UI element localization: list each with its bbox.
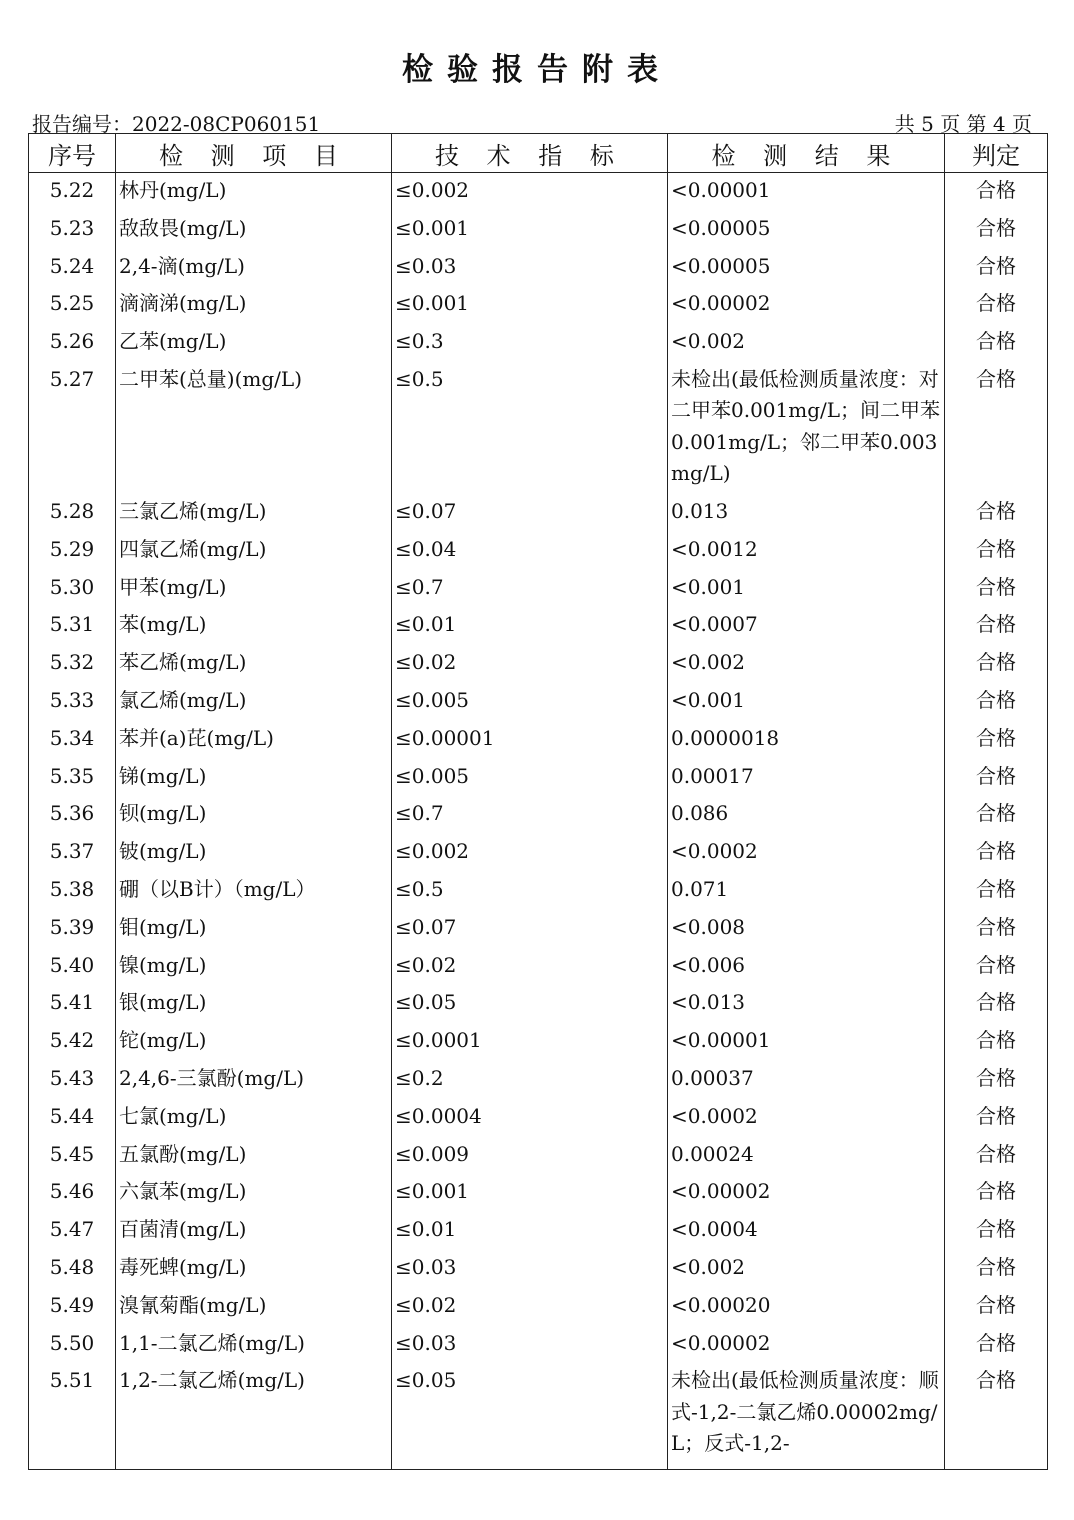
technical-limit: ≤0.002 [392,173,668,211]
technical-limit: ≤0.001 [392,1174,668,1212]
table-row [29,1326,1048,1364]
test-item: 铊(mg/L) [116,1023,392,1061]
table-row [29,1137,1048,1175]
table-row [29,1212,1048,1250]
test-item: 三氯乙烯(mg/L) [116,494,392,532]
technical-limit: ≤0.02 [392,645,668,683]
table-header-row [29,134,1048,173]
table-row [29,683,1048,721]
test-item: 1,1-二氯乙烯(mg/L) [116,1326,392,1364]
test-result: <0.002 [668,324,945,362]
verdict: 合格 [945,1099,1048,1137]
test-item: 钡(mg/L) [116,796,392,834]
technical-limit: ≤0.02 [392,1288,668,1326]
row-number: 5.45 [29,1137,116,1175]
verdict: 合格 [945,683,1048,721]
row-number: 5.46 [29,1174,116,1212]
technical-limit: ≤0.0004 [392,1099,668,1137]
row-number: 5.40 [29,948,116,986]
technical-limit: ≤0.009 [392,1137,668,1175]
verdict: 合格 [945,1061,1048,1099]
test-item: 四氯乙烯(mg/L) [116,532,392,570]
column-header-verdict: 判定 [945,134,1048,173]
technical-limit: ≤0.002 [392,834,668,872]
row-number: 5.32 [29,645,116,683]
test-result: <0.00002 [668,1174,945,1212]
row-number: 5.22 [29,173,116,211]
table-row [29,570,1048,608]
row-number: 5.33 [29,683,116,721]
test-result: 0.013 [668,494,945,532]
row-number: 5.44 [29,1099,116,1137]
technical-limit: ≤0.05 [392,985,668,1023]
test-item: 五氯酚(mg/L) [116,1137,392,1175]
test-item: 铍(mg/L) [116,834,392,872]
test-item: 苯并(a)芘(mg/L) [116,721,392,759]
table-row [29,1288,1048,1326]
report-title: 检验报告附表 [402,52,672,88]
test-item: 甲苯(mg/L) [116,570,392,608]
test-result: 0.00024 [668,1137,945,1175]
test-item: 银(mg/L) [116,985,392,1023]
verdict: 合格 [945,759,1048,797]
verdict: 合格 [945,1174,1048,1212]
verdict: 合格 [945,532,1048,570]
row-number: 5.41 [29,985,116,1023]
row-number: 5.24 [29,249,116,287]
technical-limit: ≤0.03 [392,1326,668,1364]
test-item: 乙苯(mg/L) [116,324,392,362]
technical-limit: ≤0.005 [392,683,668,721]
test-result: 0.071 [668,872,945,910]
table-row [29,1023,1048,1061]
row-number: 5.35 [29,759,116,797]
table-row [29,796,1048,834]
row-number: 5.39 [29,910,116,948]
verdict: 合格 [945,985,1048,1023]
test-item: 2,4,6-三氯酚(mg/L) [116,1061,392,1099]
row-number: 5.27 [29,362,116,494]
test-item: 敌敌畏(mg/L) [116,211,392,249]
table-row [29,324,1048,362]
verdict: 合格 [945,211,1048,249]
row-number: 5.51 [29,1363,116,1470]
verdict: 合格 [945,834,1048,872]
technical-limit: ≤0.03 [392,249,668,287]
test-result: <0.0004 [668,1212,945,1250]
test-item: 百菌清(mg/L) [116,1212,392,1250]
column-header-limit: 技 术 指 标 [392,134,668,173]
table-row [29,721,1048,759]
technical-limit: ≤0.04 [392,532,668,570]
test-item: 苯(mg/L) [116,607,392,645]
verdict: 合格 [945,721,1048,759]
column-header-result: 检 测 结 果 [668,134,945,173]
test-result: <0.00002 [668,286,945,324]
verdict: 合格 [945,1288,1048,1326]
test-item: 2,4-滴(mg/L) [116,249,392,287]
verdict: 合格 [945,249,1048,287]
test-item: 钼(mg/L) [116,910,392,948]
technical-limit: ≤0.2 [392,1061,668,1099]
technical-limit: ≤0.5 [392,362,668,494]
verdict: 合格 [945,1023,1048,1061]
table-row [29,494,1048,532]
row-number: 5.29 [29,532,116,570]
test-result: <0.00001 [668,1023,945,1061]
technical-limit: ≤0.0001 [392,1023,668,1061]
test-result: <0.013 [668,985,945,1023]
test-result: <0.0007 [668,607,945,645]
column-header-no: 序号 [29,134,116,173]
technical-limit: ≤0.00001 [392,721,668,759]
test-result: <0.001 [668,683,945,721]
test-item: 苯乙烯(mg/L) [116,645,392,683]
verdict: 合格 [945,286,1048,324]
table-row [29,645,1048,683]
test-result: <0.001 [668,570,945,608]
verdict: 合格 [945,645,1048,683]
row-number: 5.38 [29,872,116,910]
row-number: 5.48 [29,1250,116,1288]
test-result: <0.0002 [668,1099,945,1137]
test-item: 毒死蜱(mg/L) [116,1250,392,1288]
test-result: 未检出(最低检测质量浓度：对二甲苯0.001mg/L；间二甲苯0.001mg/L；邻二甲苯0.003mg/L) [668,362,945,494]
test-item: 氯乙烯(mg/L) [116,683,392,721]
row-number: 5.37 [29,834,116,872]
test-result: <0.008 [668,910,945,948]
table-row [29,759,1048,797]
table-row [29,910,1048,948]
row-number: 5.36 [29,796,116,834]
test-result: 0.086 [668,796,945,834]
verdict: 合格 [945,1212,1048,1250]
verdict: 合格 [945,910,1048,948]
test-item: 锑(mg/L) [116,759,392,797]
technical-limit: ≤0.005 [392,759,668,797]
verdict: 合格 [945,948,1048,986]
verdict: 合格 [945,1363,1048,1470]
test-result: 0.0000018 [668,721,945,759]
row-number: 5.49 [29,1288,116,1326]
row-number: 5.47 [29,1212,116,1250]
test-item: 溴氰菊酯(mg/L) [116,1288,392,1326]
table-row [29,948,1048,986]
verdict: 合格 [945,570,1048,608]
table-row [29,173,1048,211]
table-row [29,532,1048,570]
test-result: 未检出(最低检测质量浓度：顺式-1,2-二氯乙烯0.00002mg/L；反式-1,2- [668,1363,945,1470]
test-result: <0.002 [668,645,945,683]
table-row [29,362,1048,494]
technical-limit: ≤0.001 [392,286,668,324]
test-item: 二甲苯(总量)(mg/L) [116,362,392,494]
test-item: 六氯苯(mg/L) [116,1174,392,1212]
test-result: <0.0002 [668,834,945,872]
test-result: 0.00037 [668,1061,945,1099]
verdict: 合格 [945,173,1048,211]
row-number: 5.43 [29,1061,116,1099]
test-result: <0.006 [668,948,945,986]
table-row [29,834,1048,872]
technical-limit: ≤0.3 [392,324,668,362]
row-number: 5.50 [29,1326,116,1364]
test-result: <0.00005 [668,249,945,287]
technical-limit: ≤0.01 [392,1212,668,1250]
table-body [29,173,1048,1470]
technical-limit: ≤0.05 [392,1363,668,1470]
table-row [29,286,1048,324]
verdict: 合格 [945,324,1048,362]
row-number: 5.31 [29,607,116,645]
table-row [29,1061,1048,1099]
inspection-table [28,133,1048,1470]
test-result: 0.00017 [668,759,945,797]
test-item: 1,2-二氯乙烯(mg/L) [116,1363,392,1470]
verdict: 合格 [945,607,1048,645]
row-number: 5.30 [29,570,116,608]
verdict: 合格 [945,796,1048,834]
verdict: 合格 [945,362,1048,494]
technical-limit: ≤0.07 [392,910,668,948]
row-number: 5.28 [29,494,116,532]
row-number: 5.25 [29,286,116,324]
verdict: 合格 [945,1250,1048,1288]
test-result: <0.00001 [668,173,945,211]
test-item: 七氯(mg/L) [116,1099,392,1137]
test-item: 镍(mg/L) [116,948,392,986]
technical-limit: ≤0.5 [392,872,668,910]
verdict: 合格 [945,1326,1048,1364]
technical-limit: ≤0.03 [392,1250,668,1288]
test-item: 林丹(mg/L) [116,173,392,211]
table-row [29,607,1048,645]
table-row [29,1250,1048,1288]
test-result: <0.00002 [668,1326,945,1364]
row-number: 5.34 [29,721,116,759]
table-row [29,985,1048,1023]
table-row [29,1363,1048,1470]
column-header-item: 检 测 项 目 [116,134,392,173]
technical-limit: ≤0.01 [392,607,668,645]
test-item: 滴滴涕(mg/L) [116,286,392,324]
technical-limit: ≤0.07 [392,494,668,532]
verdict: 合格 [945,494,1048,532]
page-indicator: 共 5 页 第 4 页 [894,112,1032,136]
table-row [29,249,1048,287]
table-row [29,211,1048,249]
test-result: <0.0012 [668,532,945,570]
row-number: 5.23 [29,211,116,249]
test-result: <0.00020 [668,1288,945,1326]
row-number: 5.42 [29,1023,116,1061]
table-row [29,1099,1048,1137]
table-row [29,872,1048,910]
test-item: 硼（以B计）（mg/L） [116,872,392,910]
row-number: 5.26 [29,324,116,362]
report-number: 报告编号：2022-08CP060151 [32,112,321,136]
table-row [29,1174,1048,1212]
technical-limit: ≤0.02 [392,948,668,986]
technical-limit: ≤0.001 [392,211,668,249]
technical-limit: ≤0.7 [392,570,668,608]
test-result: <0.002 [668,1250,945,1288]
verdict: 合格 [945,1137,1048,1175]
test-result: <0.00005 [668,211,945,249]
verdict: 合格 [945,872,1048,910]
technical-limit: ≤0.7 [392,796,668,834]
